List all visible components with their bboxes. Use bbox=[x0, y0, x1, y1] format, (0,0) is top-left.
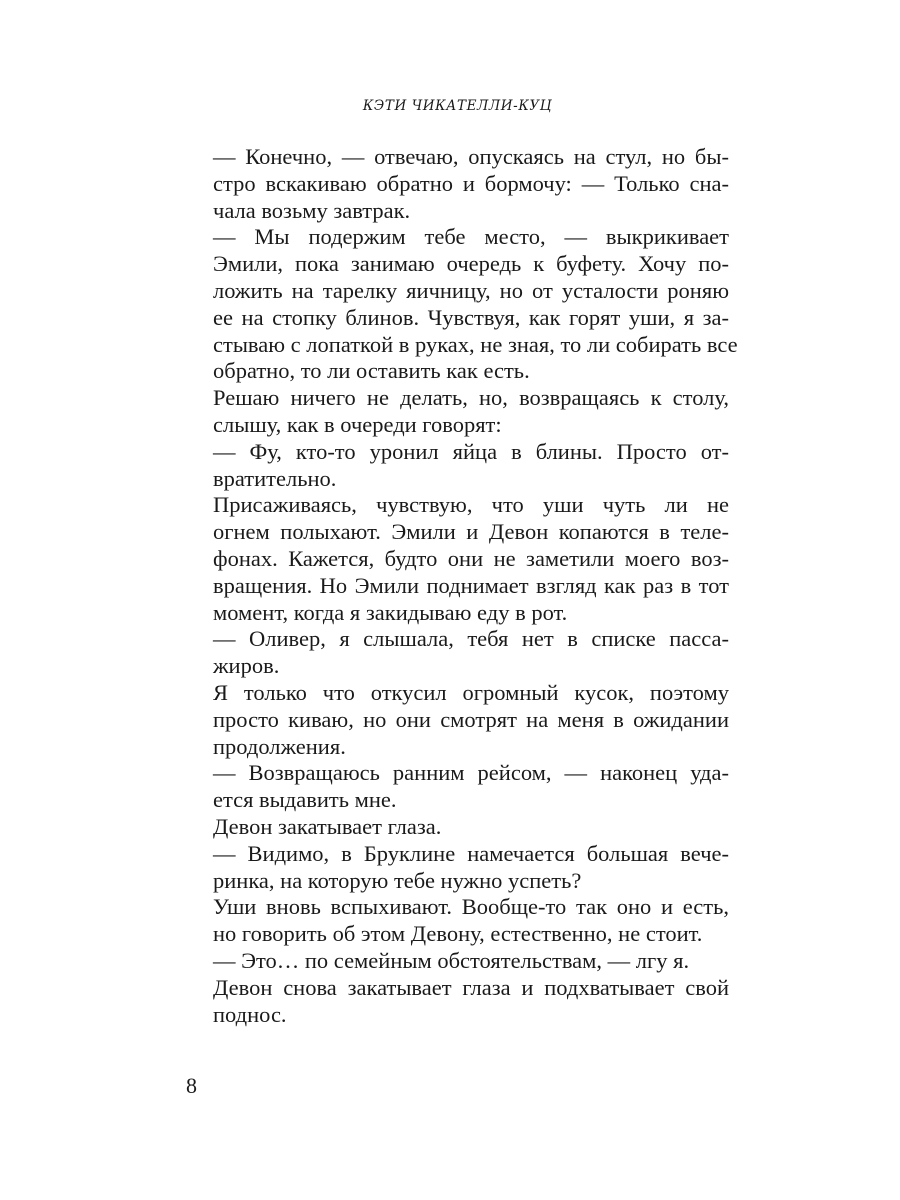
paragraph bbox=[186, 760, 729, 814]
text-line: вращения. Но Эмили поднимает взгляд как раз в тот bbox=[213, 572, 729, 598]
paragraph bbox=[186, 224, 738, 385]
text-line: слышу, как в очереди говорят: bbox=[213, 411, 502, 437]
text-line: ринка, на которую тебе нужно успеть? bbox=[213, 867, 582, 893]
paragraph bbox=[186, 492, 729, 626]
text-line: продолжения. bbox=[213, 733, 346, 759]
paragraph bbox=[186, 894, 729, 948]
text-line: Я только что откусил огромный кусок, поэтому bbox=[213, 679, 729, 705]
text-line: фонах. Кажется, будто они не заметили моего воз- bbox=[213, 545, 729, 571]
text-line: ее на стопку блинов. Чувствуя, как горят уши, я за- bbox=[213, 304, 729, 330]
paragraph bbox=[186, 144, 729, 224]
text-line: — Это… по семейным обстоятельствам, — лгу я. bbox=[213, 947, 690, 973]
paragraph bbox=[186, 439, 729, 493]
paragraph bbox=[186, 975, 729, 1029]
paragraph bbox=[186, 948, 729, 975]
text-line: просто киваю, но они смотрят на меня в ожидании bbox=[213, 706, 729, 732]
text-line: стро вскакиваю обратно и бормочу: — Только сна- bbox=[213, 170, 729, 196]
paragraph bbox=[186, 841, 729, 895]
text-line: Уши вновь вспыхивают. Вообще-то так оно и есть, bbox=[213, 894, 729, 920]
text-line: стываю с лопаткой в руках, не зная, то ли собирать все bbox=[213, 331, 738, 357]
text-line: чала возьму завтрак. bbox=[213, 197, 411, 223]
body-text bbox=[186, 144, 738, 1028]
text-line: — Видимо, в Бруклине намечается большая вече- bbox=[213, 840, 729, 866]
text-line: огнем полыхают. Эмили и Девон копаются в теле- bbox=[213, 519, 729, 545]
text-line: момент, когда я закидываю еду в рот. bbox=[213, 599, 568, 625]
text-line: жиров. bbox=[213, 653, 280, 679]
text-line: Решаю ничего не делать, но, возвращаясь к столу, bbox=[213, 385, 729, 411]
text-line: ложить на тарелку яичницу, но от усталости роняю bbox=[213, 277, 729, 303]
text-line: Девон снова закатывает глаза и подхватывает свой bbox=[213, 974, 729, 1000]
text-line: Эмили, пока занимаю очередь к буфету. Хочу по- bbox=[213, 251, 729, 277]
text-line: обратно, то ли оставить как есть. bbox=[213, 358, 530, 384]
text-line: но говорить об этом Девону, естественно, не стоит. bbox=[213, 921, 703, 947]
paragraph bbox=[186, 680, 729, 760]
text-line: поднос. bbox=[213, 1001, 287, 1027]
text-line: — Конечно, — отвечаю, опускаясь на стул, но бы- bbox=[213, 144, 729, 169]
text-line: Девон закатывает глаза. bbox=[213, 813, 442, 839]
text-line: вратительно. bbox=[213, 465, 337, 491]
paragraph bbox=[186, 626, 729, 680]
page-number: 8 bbox=[186, 1073, 197, 1098]
paragraph bbox=[186, 385, 729, 439]
text-line: — Оливер, я слышала, тебя нет в списке пасса- bbox=[213, 626, 729, 652]
text-line: — Фу, кто-то уронил яйца в блины. Просто от- bbox=[213, 438, 729, 464]
running-head: КЭТИ ЧИКАТЕЛЛИ-КУЦ bbox=[362, 98, 553, 114]
text-line: ется выдавить мне. bbox=[213, 787, 397, 813]
paragraph bbox=[186, 814, 729, 841]
text-line: Присаживаясь, чувствую, что уши чуть ли не bbox=[213, 492, 729, 518]
text-line: — Возвращаюсь ранним рейсом, — наконец уда- bbox=[213, 760, 729, 786]
text-line: — Мы подержим тебе место, — выкрикивает bbox=[213, 224, 729, 250]
